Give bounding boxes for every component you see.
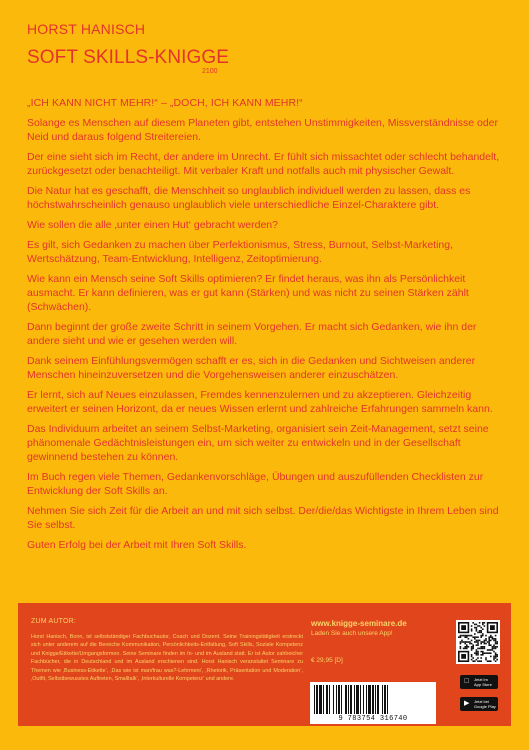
footer-panel <box>18 603 511 726</box>
barcode-bar <box>388 685 389 714</box>
series-number: 2100 <box>202 68 218 75</box>
app-note: Laden Sie auch unsere App! <box>311 630 393 637</box>
badge-line1: Jetzt im <box>474 677 488 682</box>
isbn-digits: 9 783754 316740 <box>338 715 408 723</box>
blurb-paragraph: Im Buch regen viele Themen, Gedankenvorschläge, Übungen und auszufüllenden Checklisten zur Entwicklung der Soft Skills an. <box>27 471 484 497</box>
qr-code[interactable] <box>456 620 500 664</box>
google-play-badge[interactable] <box>460 697 498 711</box>
blurb-paragraph: Guten Erfolg bei der Arbeit mit Ihren Soft Skills. <box>27 539 247 551</box>
blurb-paragraph: Solange es Menschen auf diesem Planeten gibt, entstehen Unstimmigkeiten, Missverständnisse oder Neid und daraus folgend Streitereien. <box>27 117 499 143</box>
website-link[interactable]: www.knigge-seminare.de <box>311 619 407 628</box>
barcode-bars <box>314 685 432 714</box>
blurb-paragraph: Wie kann ein Mensch seine Soft Skills optimieren? Er findet heraus, was ihn als Persönlichkeit ausmacht. Er kann definieren, was er gut kann (Stärken) und was nicht zu seinen Stärken zählt (Schwächen). <box>27 273 469 313</box>
about-author-title: ZUM AUTOR: <box>31 618 77 625</box>
blurb-quote: „ICH KANN NICHT MEHR!“ – „DOCH, ICH KANN MEHR!“ <box>27 97 303 109</box>
about-author-text: Horst Hanisch, Bonn, ist selbstständiger Fachbuchautor, Coach und Dozent. Seine Trainingstätigkeit erstreckt sich unter anderem auf die Bereiche Kommunikation, Persönlichkeits-Entfaltung, Soft Skills, Soziale Kompetenz und Knigge/Etikette/Umgangsformen. Seine Seminare finden im In- und im Ausland statt. Er ist Autor zahlreicher Fachbücher, die in Deutschland und im Ausland erschienen sind. Horst Hanisch veranstaltet Seminare zu Themen wie ‚Business-Etikette‘, ‚Das wie ist man/frau was?-Lehrmeni‘, ‚Rhetorik, Präsentation und Moderation‘, ‚Outfit, Selbstbewusstes Auftreten, Smalltalk‘, ‚Interkulturelle Kompetenz‘ und andere. <box>31 634 303 683</box>
google-play-icon: ▶ <box>464 700 470 707</box>
badge-line1: Jetzt bei <box>474 699 489 704</box>
app-store-badge[interactable] <box>460 675 498 689</box>
blurb-paragraph: Der eine sieht sich im Recht, der andere im Unrecht. Er fühlt sich missachtet oder schlecht behandelt, zurückgesetzt oder benachteiligt. Mit verbaler Kraft und notfalls auch mit physischer Gewalt. <box>27 151 500 177</box>
author-name: HORST HANISCH <box>27 21 146 37</box>
blurb <box>27 96 507 558</box>
blurb-paragraph: Es gilt, sich Gedanken zu machen über Perfektionismus, Stress, Burnout, Selbst-Marketing, Wertschätzung, Team-Entwicklung, Intelligenz, Zeitoptimierung. <box>27 239 454 265</box>
blurb-paragraph: Dann beginnt der große zweite Schritt in seinem Vorgehen. Er macht sich Gedanken, wie ihn der andere sieht und wie er gesehen werden will. <box>27 321 477 347</box>
blurb-paragraph: Wie sollen die alle ‚unter einen Hut‘ gebracht werden? <box>27 219 278 231</box>
badge-line2: Google Play <box>474 704 496 709</box>
isbn-barcode <box>310 682 436 724</box>
badge-line2: App Store <box>474 682 492 687</box>
blurb-paragraph: Die Natur hat es geschafft, die Menschheit so unglaublich individuell werden zu lassen, dass es höchstwahrscheinlich genauso unglaublich viele unterschiedliche Einzel-Charaktere gibt. <box>27 185 471 211</box>
book-title: SOFT SKILLS-KNIGGE <box>27 47 230 68</box>
qr-code-icon <box>458 622 498 662</box>
price-label: € 29,95 [D] <box>311 657 343 664</box>
blurb-paragraph: Das Individuum arbeitet an seinem Selbst-Marketing, organisiert sein Zeit-Management, setzt seine phänomenale Gedächtnisleistungen ein, um sich weiter zu entwickeln und in der Gesellschaft gewinnend bestehen zu können. <box>27 423 489 463</box>
apple-icon <box>464 678 469 686</box>
blurb-paragraph: Er lernt, sich auf Neues einzulassen, Fremdes kennenzulernen und zu akzeptieren. Gleichzeitig erweitert er seinen Horizont, da er neues Wissen erlernt und zahlreiche Erfahrungen sammeln kann. <box>27 389 493 415</box>
blurb-paragraph: Nehmen Sie sich Zeit für die Arbeit an und mit sich selbst. Der/die/das Wichtigste in Ihrem Leben sind Sie selbst. <box>27 505 499 531</box>
blurb-paragraph: Dank seinem Einfühlungsvermögen schafft er es, sich in die Gedanken und Sichtweisen anderer Menschen hineinzuversetzen und die Vorgehensweisen anderer einzuschätzen. <box>27 355 476 381</box>
